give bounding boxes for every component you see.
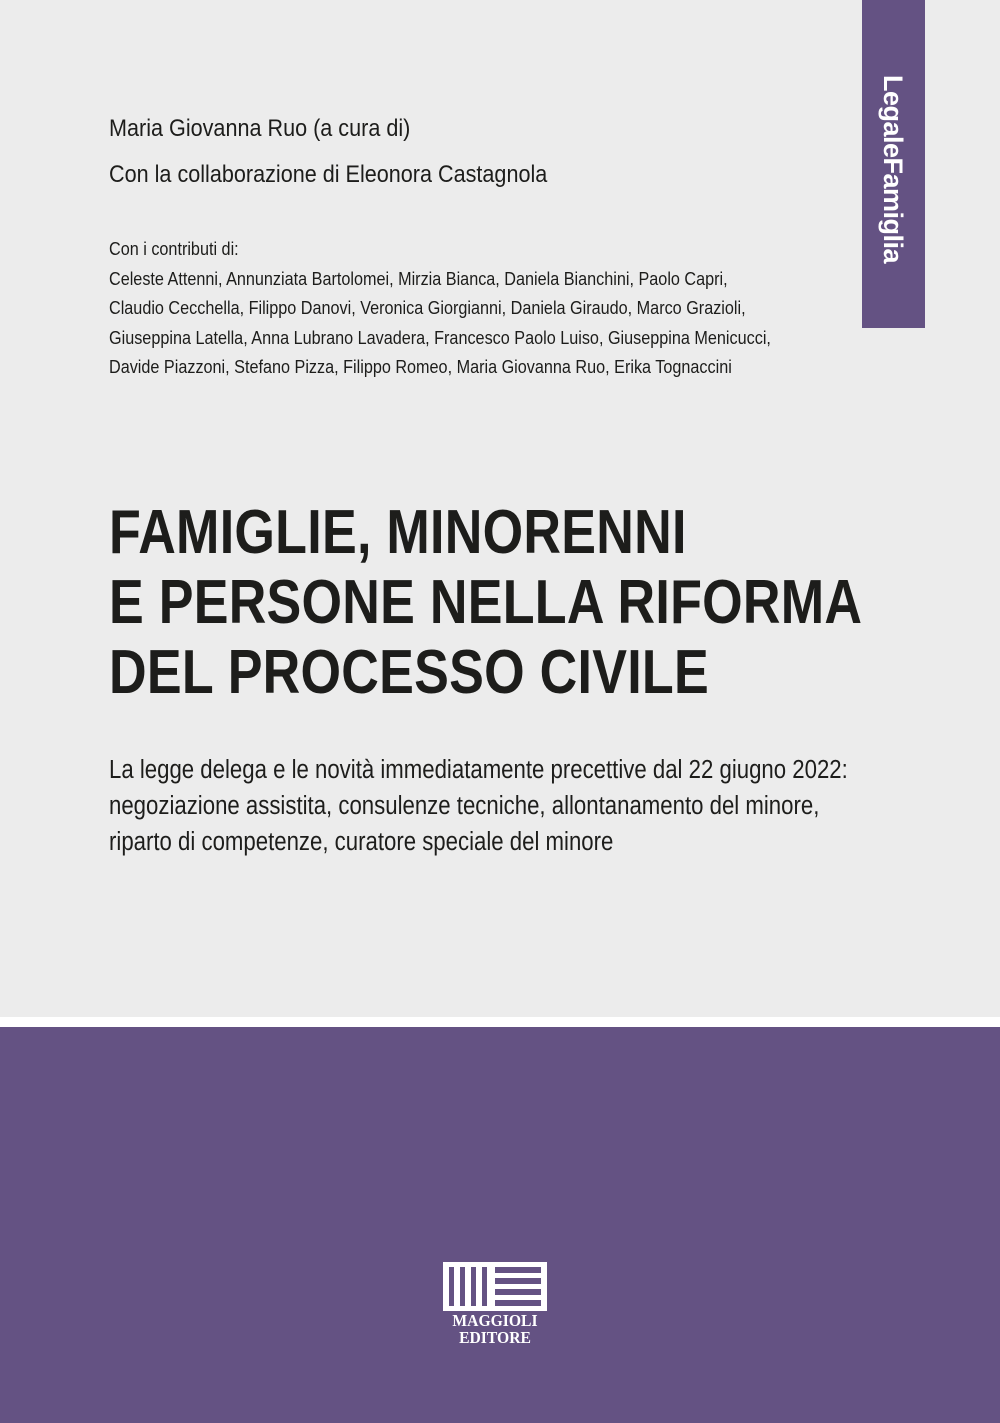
bottom-band: [0, 1027, 1000, 1423]
publisher-name: MAGGIOLI: [452, 1311, 538, 1330]
contributors-line: Davide Piazzoni, Stefano Pizza, Filippo Romeo, Maria Giovanna Ruo, Erika Tognaccini: [109, 357, 732, 377]
contributors-line: Giuseppina Latella, Anna Lubrano Lavadera, Francesco Paolo Luiso, Giuseppina Menicucci,: [109, 327, 771, 348]
title-line: DEL PROCESSO CIVILE: [109, 638, 709, 707]
series-label: LegaleFamiglia: [878, 75, 908, 264]
series-tab: [862, 0, 925, 328]
book-subtitle: [109, 752, 848, 860]
title-line: FAMIGLIE, MINORENNI: [109, 498, 687, 567]
contributors-line: Celeste Attenni, Annunziata Bartolomei, Mirzia Bianca, Daniela Bianchini, Paolo Capri,: [109, 268, 728, 289]
divider-strip: [0, 1017, 1000, 1027]
title-line: E PERSONE NELLA RIFORMA: [109, 568, 863, 637]
subtitle-line: negoziazione assistita, consulenze tecniche, allontanamento del minore,: [109, 792, 820, 820]
publisher-logo: [443, 1262, 547, 1350]
collaboration-line: Con la collaborazione di Eleonora Castagnola: [109, 161, 548, 188]
maggioli-logo-icon: [443, 1262, 547, 1311]
contributors-block: [109, 235, 771, 383]
contributors-heading: Con i contributi di:: [109, 239, 239, 259]
subtitle-line: riparto di competenze, curatore speciale del minore: [109, 828, 614, 856]
book-title: [109, 498, 862, 708]
publisher-subname: EDITORE: [459, 1328, 531, 1347]
contributors-line: Claudio Cecchella, Filippo Danovi, Veronica Giorgianni, Daniela Giraudo, Marco Grazioli,: [109, 298, 746, 318]
subtitle-line: La legge delega e le novità immediatamente precettive dal 22 giugno 2022:: [109, 756, 848, 784]
editor-name: Maria Giovanna Ruo (a cura di): [109, 115, 411, 142]
